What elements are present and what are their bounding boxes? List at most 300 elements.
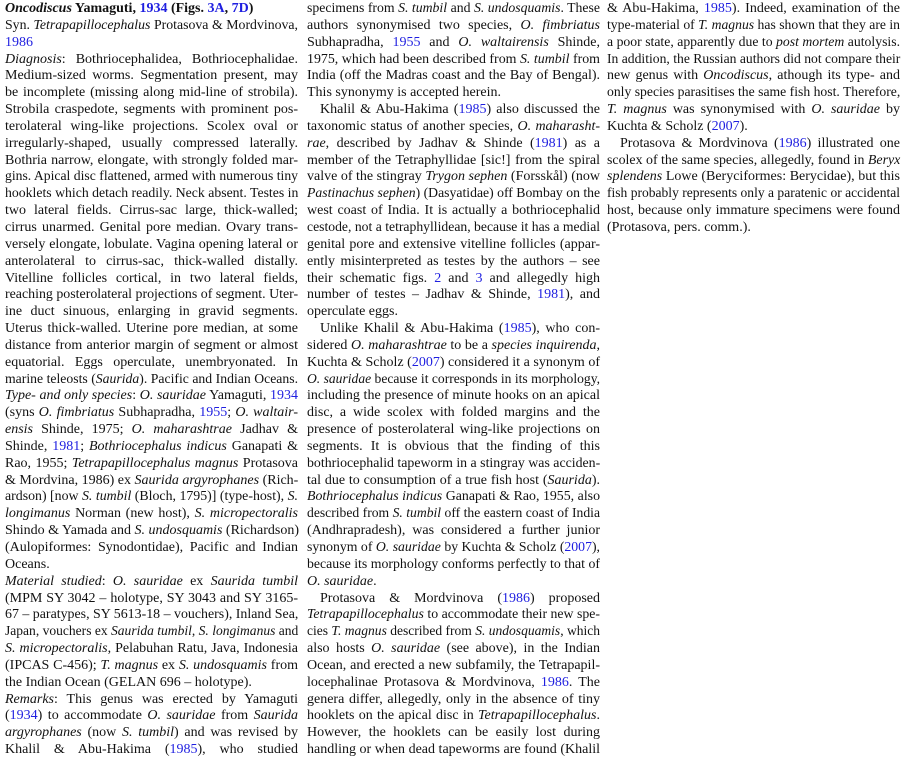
text-run: to be a <box>446 337 492 353</box>
text-run: segments. It is obvious that the finding of this <box>307 438 600 454</box>
citation-link[interactable]: 1981 <box>52 438 81 454</box>
text-run: Protasova & Mordvinova ( <box>320 590 502 606</box>
column-right <box>607 1 900 237</box>
text-line <box>5 658 298 675</box>
text-line <box>307 237 600 254</box>
text-line <box>307 153 600 170</box>
text-run: and <box>441 270 476 286</box>
text-line <box>607 68 900 85</box>
text-line <box>307 675 600 692</box>
text-run: Protasova & Mordvinova ( <box>620 135 779 151</box>
italic-text: O. sauridae <box>307 371 372 387</box>
italic-text: O. fimbriatus <box>520 17 601 33</box>
text-line <box>307 203 600 220</box>
text-run: from <box>267 657 299 673</box>
text-run: be incomplete (missing along mid-line of strobila). <box>5 85 298 101</box>
text-line <box>307 355 600 372</box>
text-run: and allegedly high <box>482 270 600 286</box>
text-run: reaching posterolateral projections of segment. Uter- <box>5 287 299 303</box>
text-run: terolateral wing-like projections. Scolex oval or <box>5 118 298 134</box>
text-line <box>307 321 600 338</box>
citation-link[interactable]: 3A <box>207 1 225 16</box>
text-run: Shinde, 1975; <box>33 422 132 438</box>
text-line <box>5 372 298 389</box>
text-run: has shown that they are in <box>754 17 901 33</box>
citation-link[interactable]: 1986 <box>540 674 569 690</box>
bold-text: Oncodiscus <box>5 1 72 16</box>
italic-text: S. longimanus <box>198 624 276 640</box>
text-line <box>307 574 600 591</box>
italic-text: Type- and only species <box>5 388 133 404</box>
italic-text: Saurida <box>253 708 298 724</box>
text-run: (Richardson) <box>222 523 299 539</box>
text-run: , described by Jadhav & Shinde ( <box>325 135 535 151</box>
text-line <box>307 422 600 439</box>
italic-text: O. fimbriatus <box>38 405 115 421</box>
text-run: ), who con- <box>531 321 601 337</box>
text-run: : Bothriocephalidea, Bothriocephalidae. <box>61 51 298 67</box>
italic-text: O. waltairensis <box>458 34 549 50</box>
italic-text: Remarks <box>5 691 54 707</box>
text-run: equatorial. Eggs operculate, unembryonated. In <box>5 354 298 370</box>
citation-link[interactable]: 1985 <box>169 742 198 758</box>
text-run: (see above), in the Indian <box>440 641 600 657</box>
text-run: ) also discussed the <box>486 102 600 118</box>
text-run: ( <box>5 708 10 724</box>
text-run: ). <box>739 118 748 134</box>
text-line <box>307 85 600 102</box>
text-run: Strobila craspedote, segments with prominent pos- <box>5 102 298 118</box>
text-run: taxonomic status of another species, <box>307 118 518 134</box>
text-run: west coast of India. It is actually a bothriocephalid <box>307 203 600 219</box>
italic-text: O. maharashtrae <box>351 337 447 353</box>
text-line <box>5 304 298 321</box>
text-line <box>607 203 900 220</box>
text-line <box>5 153 298 170</box>
text-run: Ganapati & Rao, 1955, also <box>442 489 600 505</box>
text-line <box>307 557 600 574</box>
text-line <box>307 641 600 658</box>
text-line <box>607 169 900 186</box>
italic-text: Tetrapapillocephalus <box>33 17 151 33</box>
text-run: Ocean, and erected a new subfamily, the Tetrapapil- <box>307 657 600 673</box>
text-line <box>607 1 900 18</box>
text-line <box>5 271 298 288</box>
text-line <box>5 287 298 304</box>
text-run: ) (Dasyatidae) off Bombay on the <box>415 186 601 202</box>
citation-link[interactable]: 1955 <box>199 405 228 421</box>
text-line <box>607 52 900 69</box>
text-run: type-material of <box>607 17 699 33</box>
text-run: locephalinae Protasova & Mordvinova, <box>307 674 541 690</box>
text-run: However, the hooklets can be easily lost during <box>307 725 600 741</box>
text-line <box>307 338 600 355</box>
italic-text: T. magnus <box>607 102 667 118</box>
text-run: Subhapradha, <box>307 34 393 50</box>
text-line <box>5 675 298 692</box>
text-line <box>307 119 600 136</box>
text-run: authors synonymised two species, <box>307 17 521 33</box>
citation-link[interactable]: 1934 <box>139 1 168 16</box>
italic-text: O. sauridae <box>371 641 441 657</box>
text-run: hooklets which detach readily. Neck absent. Testes in <box>5 186 299 202</box>
text-run: sidered <box>307 337 352 353</box>
text-run: Norman (new host), <box>70 506 195 522</box>
text-run: cirrus unarmed. Genital pore median. Ovary trans- <box>5 219 298 235</box>
text-run: because its morphology conforms perfectly to that of <box>307 556 600 572</box>
text-run: Lowe (Beryciformes: Berycidae), but this <box>662 169 900 185</box>
italic-text: S. undosquamis <box>134 523 223 539</box>
text-line <box>5 237 298 254</box>
text-run: ). Pacific and Indian Oceans. <box>139 371 298 387</box>
text-run: only species parasitises the same fish host. Therefore, <box>607 85 901 101</box>
text-run: , Pelabuhan Ratu, Java, Indonesia <box>107 641 299 657</box>
citation-link[interactable]: 1985 <box>458 102 487 118</box>
text-line <box>5 725 298 742</box>
text-line <box>5 169 298 186</box>
italic-text: rae <box>307 135 326 151</box>
citation-link[interactable]: 3 <box>475 270 483 286</box>
citation-link[interactable]: 1955 <box>392 34 421 50</box>
text-run: ). <box>591 472 600 488</box>
text-line <box>5 456 298 473</box>
text-line <box>607 220 900 237</box>
text-run: number of testes – Jadhav & Shinde, <box>307 287 538 303</box>
text-line <box>5 557 298 574</box>
text-run: , which <box>560 624 601 640</box>
text-run: Khalil & Abu-Hakima ( <box>320 102 459 118</box>
text-run: 1975, which had been described from <box>307 51 520 67</box>
text-run: bothriocephalid tapeworm in a stingray was acciden- <box>307 455 601 471</box>
text-run: India (off the Madras coast and the Bay of Bengal). <box>307 68 600 84</box>
italic-text: Tetrapapillocephalus <box>478 708 597 724</box>
italic-text: T. magnus <box>331 624 387 640</box>
text-run: In addition, the Russian authors did not compare their <box>607 51 901 67</box>
bold-text: (Figs. <box>167 1 208 16</box>
text-run: Shindo & Yamada and <box>5 523 135 539</box>
text-line <box>5 624 298 641</box>
text-line <box>307 35 600 52</box>
text-line <box>307 304 600 321</box>
text-run: and <box>447 1 474 16</box>
citation-link[interactable]: 7D <box>231 1 249 16</box>
text-run: and <box>275 624 299 640</box>
text-line <box>5 102 298 119</box>
text-run: their schematic figs. <box>307 270 435 286</box>
text-line <box>607 85 900 102</box>
italic-text: Saurida tumbil <box>210 573 299 589</box>
text-line <box>5 321 298 338</box>
text-line <box>307 591 600 608</box>
italic-text: splendens <box>607 169 663 185</box>
citation-link[interactable]: 1934 <box>270 388 298 404</box>
text-run: by <box>880 102 900 118</box>
italic-text: Oncodiscus <box>703 68 769 84</box>
text-run: was synonymised with <box>666 102 812 118</box>
text-run: Syn. <box>5 17 34 33</box>
citation-link[interactable]: 2007 <box>411 354 440 370</box>
italic-text: O. sauridae <box>112 573 183 589</box>
text-run: (syns <box>5 405 39 421</box>
text-run: valve of the stingray <box>307 169 426 185</box>
text-line <box>5 591 298 608</box>
text-run: disc, a wide scolex with folded margins and the <box>307 405 600 421</box>
bold-text: Yamaguti, <box>71 1 140 16</box>
italic-text: Saurida argyrophanes <box>134 472 260 488</box>
text-line <box>5 186 298 203</box>
text-run: a poor state, apparently due to <box>607 34 777 50</box>
text-line <box>607 136 900 153</box>
text-run: from <box>569 51 600 67</box>
text-run: described from <box>307 506 393 522</box>
italic-text: S. micropectoralis <box>5 641 108 657</box>
text-line <box>307 456 600 473</box>
text-run: ), <box>591 540 600 555</box>
text-line <box>307 186 600 203</box>
text-line <box>5 489 298 506</box>
text-run: (Andhrapradesh), was considered a further junior <box>307 523 600 539</box>
text-run: ), who studied <box>197 742 298 758</box>
text-run: genera differ, allegedly, only in the absence of tiny <box>307 691 600 707</box>
text-line <box>5 203 298 220</box>
text-run: Shinde, <box>5 438 53 454</box>
text-line <box>307 169 600 186</box>
text-run: described from <box>386 624 476 640</box>
italic-text: S. undosquamis <box>178 657 268 673</box>
text-line <box>607 18 900 35</box>
text-run: Kuchta & Scholz ( <box>607 118 712 134</box>
text-run: . <box>596 708 600 724</box>
text-run: ) to accommodate <box>37 708 148 724</box>
text-run: fish probably represents only a paratenic or accidental <box>607 186 900 202</box>
text-run: genital pore and extensive vitelline follicles (appar- <box>307 236 600 252</box>
text-run: Protasova & Mordvinova, <box>150 17 298 33</box>
italic-text: Trygon sephen <box>425 169 508 185</box>
text-run: to accommodate their new spe- <box>423 607 600 623</box>
text-line <box>307 692 600 709</box>
text-line <box>307 68 600 85</box>
text-run: specimens from <box>307 1 399 16</box>
text-run: the Indian Ocean (GELAN 696 – holotype). <box>5 674 252 690</box>
text-run: including the presence of minute hooks on an apical <box>307 388 600 404</box>
text-run: new genus with <box>607 68 704 84</box>
column-middle <box>307 1 600 759</box>
citation-link[interactable]: 1986 <box>502 590 530 606</box>
text-line <box>307 624 600 641</box>
text-run: Khalil & Abu-Hakima ( <box>5 742 170 758</box>
italic-text: Tetrapapillocephalus magnus <box>71 455 239 471</box>
text-line <box>307 136 600 153</box>
text-line <box>307 405 600 422</box>
text-run: Jadhav & <box>231 422 299 438</box>
text-run: Protasova <box>238 455 299 471</box>
text-run: (MPM SY 3042 – holotype, SY 3043 and SY 3165- <box>5 590 298 606</box>
text-line <box>607 119 900 136</box>
text-line <box>307 473 600 490</box>
text-run: marine teleosts ( <box>5 371 96 387</box>
italic-text: O. sauridae <box>375 540 441 555</box>
text-line <box>5 85 298 102</box>
italic-text: S. tumbil <box>519 51 570 67</box>
text-line <box>307 372 600 389</box>
text-run: because it corresponds in its morphology, <box>371 371 601 387</box>
italic-text: Saurida tumbil <box>111 624 192 640</box>
citation-link[interactable]: 1986 <box>5 34 33 50</box>
text-line <box>5 119 298 136</box>
italic-text: Tetrapapillocephalus <box>307 607 424 623</box>
text-run: ). Indeed, examination of the <box>731 1 900 16</box>
text-run: host, because only immature specimens were found <box>607 203 900 219</box>
italic-text: S. undosquamis <box>475 624 561 640</box>
text-run: Yamaguti, <box>205 388 270 404</box>
text-line <box>307 102 600 119</box>
italic-text: S. tumbil <box>82 489 132 505</box>
text-run: ex <box>182 573 211 589</box>
text-line <box>607 35 900 52</box>
text-line <box>5 355 298 372</box>
text-run: versely elongate, lobulate. Vagina opening lateral or <box>5 236 298 252</box>
italic-text: Saurida <box>547 472 592 488</box>
text-run: ) proposed <box>530 590 600 606</box>
text-run: Rao, 1955; <box>5 455 72 471</box>
text-line <box>5 52 298 69</box>
text-line <box>5 338 298 355</box>
text-run: & Abu-Hakima, <box>607 1 704 16</box>
text-line <box>5 388 298 405</box>
text-line <box>307 489 600 506</box>
italic-text: O. sauridae <box>147 708 216 724</box>
italic-text: species inquirenda <box>491 337 597 353</box>
text-run: ine duct sinuous, enlarging in gravid segments. <box>5 304 298 320</box>
text-run: operculate eggs. <box>307 304 398 320</box>
italic-text: post mortem <box>776 34 845 50</box>
text-line <box>307 439 600 456</box>
citation-link[interactable]: 1985 <box>703 1 732 16</box>
text-line <box>5 439 298 456</box>
text-line <box>307 708 600 725</box>
text-run: presence of posterolateral wing-like projections on <box>307 422 600 438</box>
text-run: Unlike Khalil & Abu-Hakima ( <box>320 321 504 337</box>
text-line <box>5 473 298 490</box>
text-line <box>5 68 298 85</box>
text-run: synonym of <box>307 540 376 555</box>
citation-link[interactable]: 2007 <box>711 118 740 134</box>
text-line <box>607 102 900 119</box>
text-run: This synonymy is accepted herein. <box>307 85 502 101</box>
text-run: also hosts <box>307 641 372 657</box>
text-run: (IPCAS C-456); <box>5 657 101 673</box>
text-line <box>307 725 600 742</box>
text-line <box>5 742 298 759</box>
italic-text: S. micropectoralis <box>194 506 298 522</box>
text-line <box>307 607 600 624</box>
text-line <box>5 708 298 725</box>
citation-link[interactable]: 1981 <box>534 135 563 151</box>
italic-text: Material studied <box>5 573 102 589</box>
text-run: ardson) [now <box>5 489 83 505</box>
italic-text: S. tumbil <box>398 1 448 16</box>
text-run: hooklets on the apical disc in <box>307 708 478 724</box>
column-left <box>5 1 298 759</box>
text-line <box>307 506 600 523</box>
text-run: Ganapati & <box>226 438 298 454</box>
italic-text: ensis <box>5 422 33 438</box>
text-run: Oceans. <box>5 556 50 572</box>
italic-text: Bothriocephalus indicus <box>89 438 227 454</box>
italic-text: O. maharashtrae <box>131 422 232 438</box>
text-run: ) as a <box>562 135 600 151</box>
text-run: (Bloch, 1795)] (type-host), <box>131 489 288 505</box>
citation-link[interactable]: 1934 <box>9 708 38 724</box>
text-line <box>307 523 600 540</box>
text-run: ) considered it a synonym of <box>439 354 600 370</box>
text-line <box>5 220 298 237</box>
italic-text: Diagnosis <box>5 51 62 67</box>
italic-text: O. sauridae <box>307 573 374 589</box>
text-run: anterolateral to cirrus-sac, thick-walled distally. <box>5 253 298 269</box>
text-line <box>307 388 600 405</box>
text-line <box>5 692 298 709</box>
citation-link[interactable]: 2007 <box>564 540 592 555</box>
citation-link[interactable]: 1981 <box>537 287 566 303</box>
italic-text: S. <box>287 489 299 505</box>
citation-link[interactable]: 1986 <box>778 135 807 151</box>
text-run: Japan, vouchers ex <box>5 624 112 640</box>
citation-link[interactable]: 1985 <box>503 321 532 337</box>
text-run: and <box>420 34 459 50</box>
text-line <box>307 220 600 237</box>
text-line <box>5 254 298 271</box>
text-run: ) illustrated one <box>806 135 900 151</box>
citation-link[interactable]: 2 <box>434 270 442 286</box>
text-run: cies <box>307 624 332 640</box>
text-run: ), and <box>565 287 600 303</box>
italic-text: Saurida <box>95 371 140 387</box>
text-line <box>5 35 298 52</box>
text-run: , <box>191 624 199 640</box>
text-run: Subhapradha, <box>114 405 200 421</box>
text-line <box>307 287 600 304</box>
text-line <box>307 658 600 675</box>
text-run: Kuchta & Scholz ( <box>307 354 412 370</box>
text-line <box>307 742 600 759</box>
italic-text: O. maharasht- <box>517 118 600 134</box>
italic-text: T. magnus <box>100 657 159 673</box>
bold-text: , <box>224 1 232 16</box>
text-line <box>5 523 298 540</box>
text-line <box>5 405 298 422</box>
text-run: ) and was revised by <box>174 725 299 741</box>
text-line <box>5 136 298 153</box>
text-run: ently misinterpreted as testes by the authors – see <box>307 253 600 269</box>
text-run: . These <box>560 1 600 16</box>
text-run: (now <box>81 725 122 741</box>
text-run: : This genus was erected by Yamaguti <box>54 691 298 707</box>
italic-text: O. sauridae <box>811 102 880 118</box>
text-run: (Rich- <box>259 472 299 488</box>
text-line <box>5 540 298 557</box>
italic-text: S. tumbil <box>392 506 442 522</box>
text-run: scolex of the same species, allegedly, found in <box>607 152 868 168</box>
text-line <box>307 540 600 557</box>
text-line <box>307 52 600 69</box>
text-run: gins. Apical disc flattened, armed with numerous tiny <box>5 169 298 185</box>
text-run: distance from anterior margin of segment or almost <box>5 337 298 353</box>
text-run: two lateral fields. Cirrus-sac large, thick-walled; <box>5 203 298 219</box>
text-line <box>5 607 298 624</box>
text-run: , <box>596 337 600 353</box>
text-run: ; <box>80 438 89 454</box>
